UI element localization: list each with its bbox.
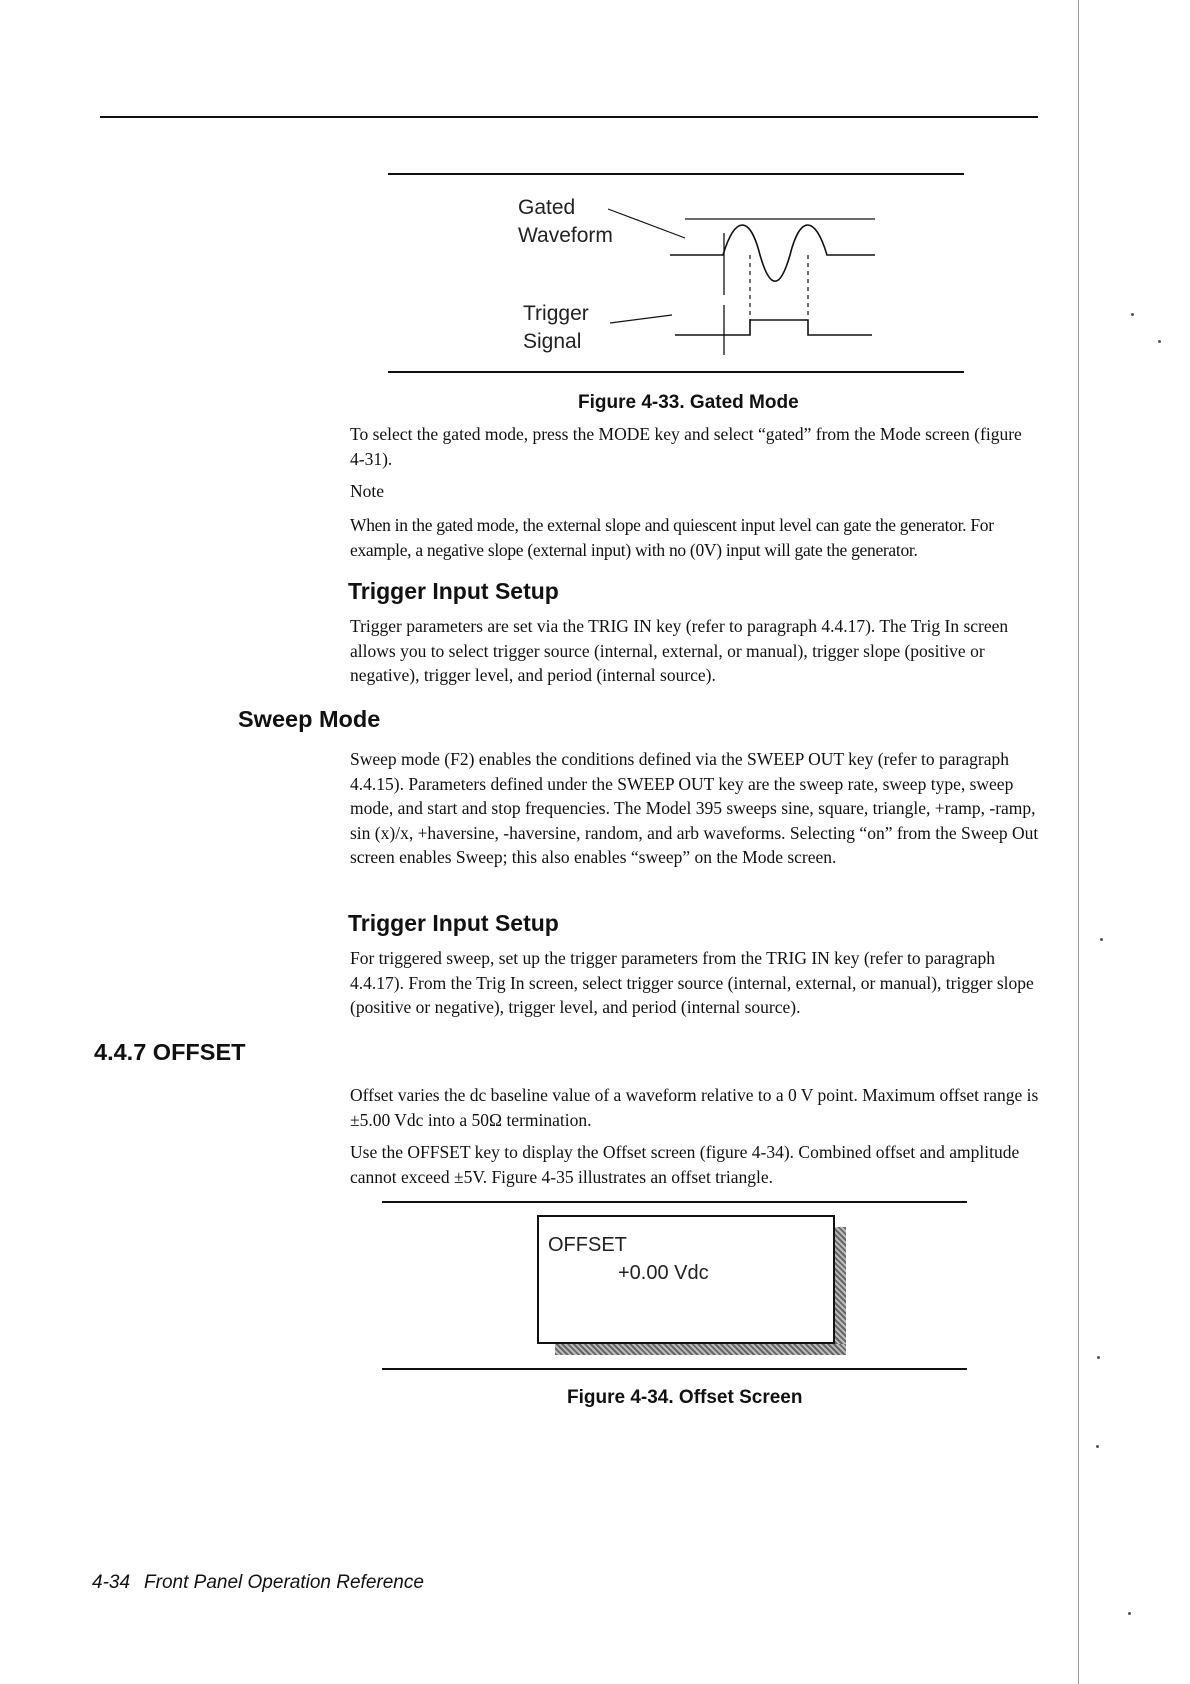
figure-34-top-rule bbox=[382, 1201, 967, 1203]
figure-33-caption: Figure 4-33. Gated Mode bbox=[578, 392, 799, 413]
offset-heading: 4.4.7 OFFSET bbox=[94, 1039, 246, 1065]
sweep-mode-heading: Sweep Mode bbox=[238, 706, 381, 732]
screen-shadow-bottom bbox=[555, 1344, 846, 1355]
header-rule bbox=[100, 116, 1038, 118]
offset-screen-title: OFFSET bbox=[548, 1234, 627, 1256]
waveform-leader-line bbox=[608, 209, 685, 238]
gated-waveform-diagram bbox=[590, 195, 890, 365]
footer-section-title: Front Panel Operation Reference bbox=[144, 1572, 424, 1593]
scan-edge-line bbox=[1078, 0, 1079, 1684]
note-text: When in the gated mode, the external slope and quiescent input level can gate the generator. For example, a negative slope (external input) with no (0V) input will gate the generator. bbox=[350, 515, 994, 560]
label-waveform: Waveform bbox=[518, 224, 613, 247]
page-number: 4-34 bbox=[92, 1572, 131, 1593]
figure-top-rule bbox=[388, 173, 964, 175]
offset-screen-display bbox=[537, 1215, 835, 1344]
scan-speck bbox=[1097, 1356, 1100, 1359]
page-footer bbox=[92, 1572, 438, 1594]
figure-34-caption: Figure 4-34. Offset Screen bbox=[567, 1387, 803, 1408]
trigger-input-setup-heading-2: Trigger Input Setup bbox=[348, 910, 559, 936]
trigger-input-setup-text-1: Trigger parameters are set via the TRIG IN key (refer to paragraph 4.4.17). The Trig In screen allows you to select trigger source (internal, external, or manual), trigger slope (positive or negative), trigger level, and period (internal source). bbox=[350, 616, 1009, 685]
label-trigger: Trigger bbox=[523, 302, 589, 325]
figure-34-bottom-rule bbox=[382, 1368, 967, 1370]
gated-mode-paragraph: To select the gated mode, press the MODE key and select “gated” from the Mode screen (figure 4-31). bbox=[350, 424, 1022, 469]
scan-speck bbox=[1128, 1612, 1131, 1615]
scan-speck bbox=[1131, 313, 1134, 316]
figure-bottom-rule bbox=[388, 371, 964, 373]
gated-waveform-trace bbox=[670, 225, 875, 281]
screen-shadow-right bbox=[835, 1227, 846, 1355]
offset-screen-value: +0.00 Vdc bbox=[618, 1262, 709, 1284]
offset-paragraph-2: Use the OFFSET key to display the Offset screen (figure 4-34). Combined offset and amplitude cannot exceed ±5V. Figure 4-35 illustrates an offset triangle. bbox=[350, 1142, 1020, 1187]
trigger-signal-trace bbox=[675, 320, 872, 335]
label-signal: Signal bbox=[523, 330, 582, 353]
trigger-input-setup-text-2: For triggered sweep, set up the trigger parameters from the TRIG IN key (refer to paragraph 4.4.17). From the Trig In screen, select trigger source (internal, external, or manual), trigger slope (positive or negative), trigger level, and period (internal source). bbox=[350, 948, 1034, 1017]
label-gated: Gated bbox=[518, 196, 576, 219]
gate-end-dashed-marker bbox=[750, 255, 808, 325]
trigger-leader-line bbox=[610, 315, 672, 323]
trigger-input-setup-heading-1: Trigger Input Setup bbox=[348, 578, 559, 604]
sweep-mode-text: Sweep mode (F2) enables the conditions defined via the SWEEP OUT key (refer to paragraph 4.4.15). Parameters defined under the SWEEP OUT key are the sweep rate, sweep type, sweep mode, and start and stop frequencies. The Model 395 sweeps sine, square, triangle, +ramp, -ramp, sin (x)/x, +haversine, -haversine, random, and arb waveforms. Selecting “on” from the Sweep Out screen enables Sweep; this also enables “sweep” on the Mode screen. bbox=[350, 749, 1039, 867]
offset-paragraph-1: Offset varies the dc baseline value of a waveform relative to a 0 V point. Maximum offset range is ±5.00 Vdc into a 50Ω termination. bbox=[350, 1085, 1039, 1130]
scan-speck bbox=[1158, 340, 1161, 343]
note-label: Note bbox=[350, 481, 385, 501]
scan-speck bbox=[1096, 1445, 1099, 1448]
scan-speck bbox=[1100, 938, 1103, 941]
